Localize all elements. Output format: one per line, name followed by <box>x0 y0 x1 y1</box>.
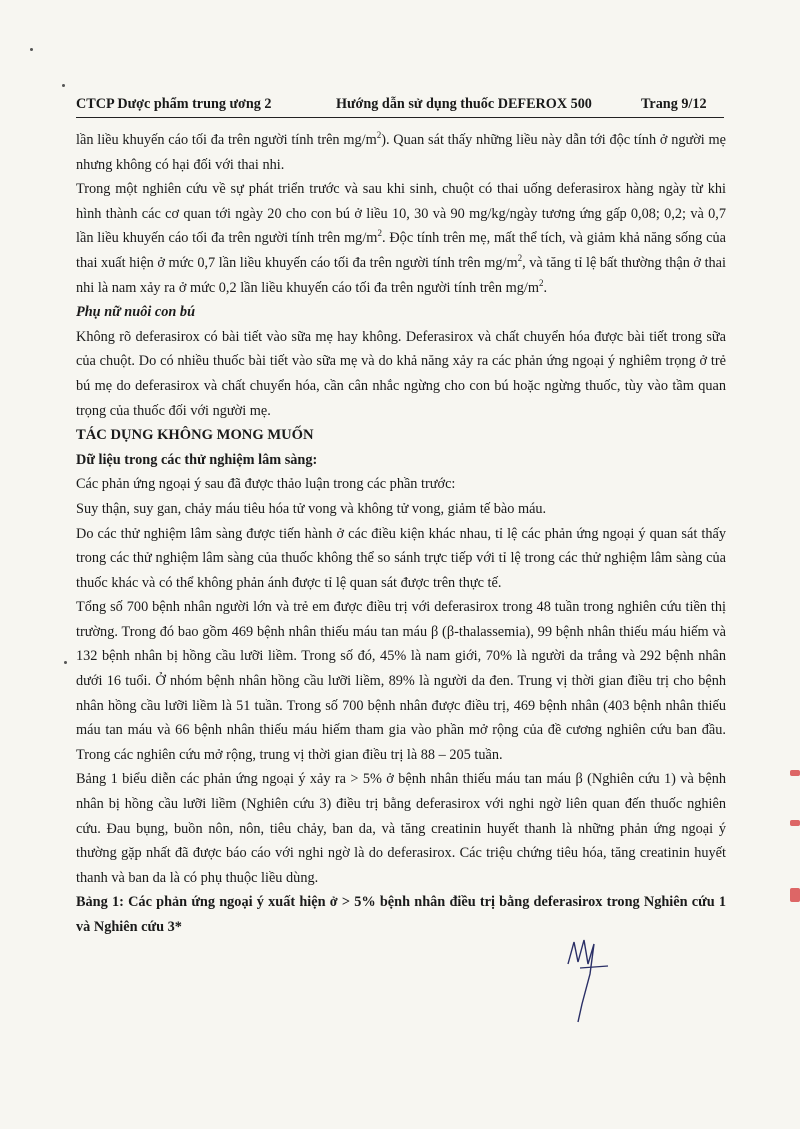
header-company: CTCP Dược phẩm trung ương 2 <box>76 96 272 112</box>
scan-speck <box>30 48 33 51</box>
paragraph-patient-population: Tổng số 700 bệnh nhân người lớn và trẻ em được điều trị với deferasirox trong 48 tuần trong nghiên cứu tiền thị trường. Trong đó bao gồm 469 bệnh nhân thiếu máu tan máu β (β-thalassemia), 99 bệnh nhân thiếu máu hiếm và 132 bệnh nhân bị hồng cầu lưỡi liềm. Trong số đó, 45% là nam giới, 70% là người da trắng và 292 bệnh nhân dưới 16 tuổi. Ở nhóm bệnh nhân hồng cầu lưỡi liềm, 89% là người da đen. Trung vị thời gian điều trị cho bệnh nhân hồng cầu lưỡi liềm là 51 tuần. Trong số 700 bệnh nhân được điều trị, 469 bệnh nhân (403 bệnh nhân thiếu máu tan máu và 66 bệnh nhân thiếu máu hiếm tham gia vào phần mở rộng của đề cương nghiên cứu ban đầu. Trong các nghiên cứu mở rộng, trung vị thời gian điều trị là 88 – 205 tuần. <box>76 599 726 763</box>
scan-edge-mark <box>790 820 800 826</box>
paragraph-lactation: Không rõ deferasirox có bài tiết vào sữa mẹ hay không. Deferasirox và chất chuyển hóa được bài tiết trong sữa của chuột. Do có nhiều thuốc bài tiết vào sữa mẹ và do khả năng xảy ra các phản ứng ngoại ý nghiêm trọng ở trẻ bú mẹ do deferasirox và chất chuyển hóa, cần cân nhắc ngừng cho con bú hoặc ngừng thuốc, tùy vào tầm quan trọng của thuốc đối với người mẹ. <box>76 328 726 419</box>
paragraph-table-intro: Bảng 1 biểu diễn các phản ứng ngoại ý xảy ra > 5% ở bệnh nhân thiếu máu tan máu β (Nghiên cứu 1) và bệnh nhân bị hồng cầu lưỡi liềm (Nghiên cứu 3) điều trị bằng deferasirox với nghi ngờ liên quan đến thuốc nghiên cứu. Đau bụng, buồn nôn, nôn, tiêu chảy, ban da, và tăng creatinin huyết thanh là những phản ứng ngoại ý thường gặp nhất đã được báo cáo với nghi ngờ là do deferasirox. Các triệu chứng tiêu hóa, tăng creatinin huyết thanh và ban da là có phụ thuộc liều dùng. <box>76 771 726 886</box>
table-caption: Bảng 1: Các phản ứng ngoại ý xuất hiện ở > 5% bệnh nhân điều trị bằng deferasirox trong Nghiên cứu 1 và Nghiên cứu 3* <box>76 894 726 935</box>
document-body <box>76 128 726 940</box>
handwritten-signature <box>560 934 620 1024</box>
section-title-adverse-effects: TÁC DỤNG KHÔNG MONG MUỐN <box>76 427 314 444</box>
scan-edge-mark <box>790 888 800 902</box>
subheading-clinical-data: Dữ liệu trong các thử nghiệm lâm sàng: <box>76 451 318 468</box>
header-rule <box>76 117 724 118</box>
paragraph-rat-study: Trong một nghiên cứu về sự phát triển trước và sau khi sinh, chuột có thai uống deferasirox hàng ngày từ khi hình thành các cơ quan tới ngày 20 cho con bú ở liều 10, 30 và 90 mg/kg/ngày tương ứng gấp 0,08; 0,2; và 0,7 lần liều khuyến cáo tối đa trên người tính trên $mg/m^2$. Độc tính trên mẹ, mất thể tích, và giảm khả năng sống của thai xuất hiện ở mức 0,7 lần liều khuyến cáo tối đa trên người tính trên $mg/m^2$, và tăng tỉ lệ bất thường thận ở thai nhi là nam xảy ra ở mức 0,2 lần liều khuyến cáo tối đa trên người tính trên $mg/m^2$. <box>76 181 727 296</box>
scan-speck <box>62 84 65 87</box>
scan-edge-mark <box>790 770 800 776</box>
header-doc-title: Hướng dẫn sử dụng thuốc DEFEROX 500 <box>336 96 592 112</box>
paragraph-trial-conditions: Do các thử nghiệm lâm sàng được tiến hành ở các điều kiện khác nhau, tỉ lệ các phản ứng ngoại ý quan sát thấy trong các thử nghiệm lâm sàng của thuốc không thể so sánh trực tiếp với tỉ lệ trong các thử nghiệm lâm sàng của thuốc khác và có thể không phản ánh được tỉ lệ quan sát được trên thực tế. <box>76 525 726 591</box>
paragraph-reaction-list: Suy thận, suy gan, chảy máu tiêu hóa tử vong và không tử vong, giảm tế bào máu. <box>76 500 547 517</box>
header-page-number: Trang 9/12 <box>641 96 707 112</box>
subheading-lactation: Phụ nữ nuôi con bú <box>76 304 196 321</box>
paragraph-discussed-reactions: Các phản ứng ngoại ý sau đã được thảo luận trong các phần trước: <box>76 476 456 493</box>
paragraph-pregnancy-continued: lần liều khuyến cáo tối đa trên người tính trên $mg/m^2$). Quan sát thấy những liều này dẫn tới độc tính ở người mẹ nhưng không có hại đối với thai nhi. <box>76 130 726 173</box>
scan-speck <box>64 661 67 664</box>
